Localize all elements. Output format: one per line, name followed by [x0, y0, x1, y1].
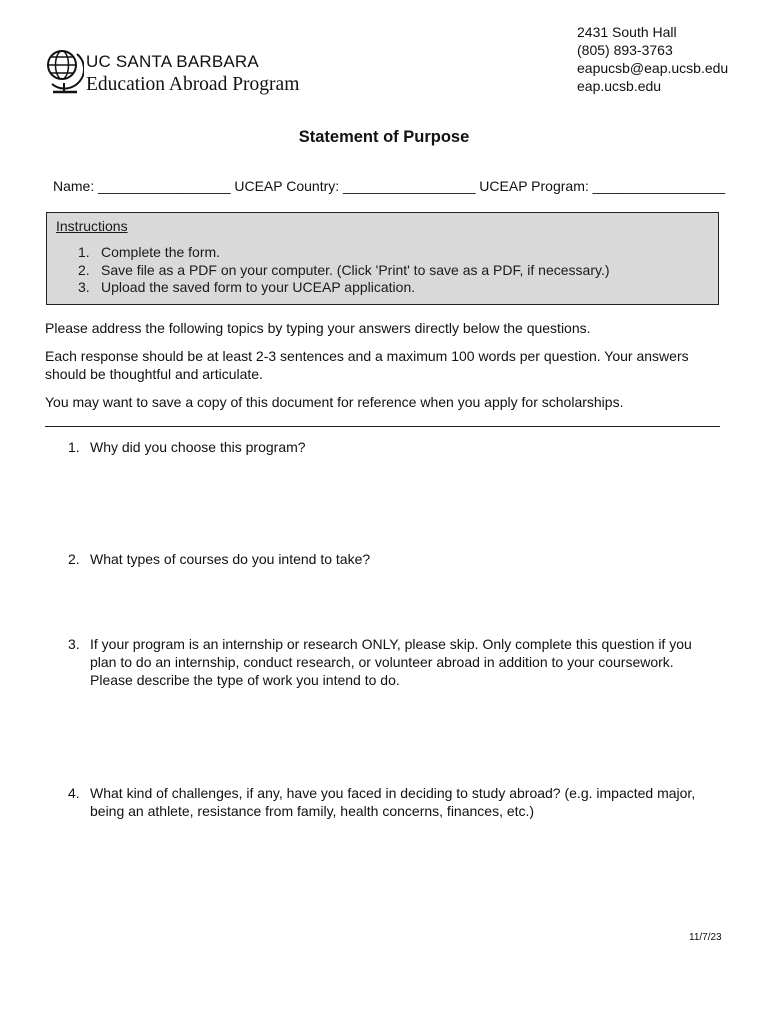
contact-phone: (805) 893-3763: [577, 42, 673, 58]
question-text: Why did you choose this program?: [90, 439, 306, 455]
question-text: What types of courses do you intend to take?: [90, 551, 371, 567]
globe-icon: [44, 44, 84, 96]
question-3: [68, 635, 708, 689]
instructions-list: [47, 244, 610, 297]
logo-program-name: Education Abroad Program: [86, 74, 300, 95]
revision-date: 11/7/23: [689, 932, 722, 943]
instruction-number: 3.: [78, 279, 90, 295]
contact-address: 2431 South Hall: [577, 24, 677, 40]
section-divider: [45, 426, 720, 427]
page-title: Statement of Purpose: [298, 128, 470, 146]
instructions-heading: Instructions: [56, 218, 128, 234]
question-4: [68, 784, 708, 820]
question-text: What kind of challenges, if any, have you faced in deciding to study abroad? (e.g. impacted major, being an athlete, resistance from family, health concerns, finances, etc.): [90, 785, 696, 819]
instruction-number: 2.: [78, 261, 90, 278]
save-copy-paragraph: You may want to save a copy of this document for reference when you apply for scholarships.: [45, 394, 624, 410]
question-2: [68, 550, 708, 568]
logo-university-name: UC SANTA BARBARA: [86, 52, 259, 71]
question-number: 2.: [68, 551, 80, 567]
instruction-item: [47, 262, 610, 280]
question-1: [68, 438, 708, 456]
contact-email: eapucsb@eap.ucsb.edu: [577, 60, 729, 76]
instruction-text: Upload the saved form to your UCEAP application.: [101, 279, 416, 295]
contact-website: eap.ucsb.edu: [577, 78, 662, 94]
response-guidelines-paragraph: Each response should be at least 2-3 sentences and a maximum 100 words per question. Your answers should be thoughtful and articulate.: [45, 348, 689, 382]
question-number: 4.: [68, 785, 80, 801]
intro-paragraph: Please address the following topics by typing your answers directly below the questions.: [45, 320, 591, 336]
instruction-item: [47, 244, 610, 262]
instruction-number: 1.: [78, 244, 90, 260]
instruction-text: Save file as a PDF on your computer. (Click 'Print' to save as a PDF, if necessary.): [101, 261, 610, 278]
applicant-fields-line: Name: _________________ UCEAP Country: _________________ UCEAP Program: _________________: [53, 178, 725, 194]
ucsb-eap-logo: [44, 44, 334, 98]
instructions-box: [46, 212, 719, 305]
contact-block: [577, 23, 728, 95]
question-number: 3.: [68, 636, 80, 652]
question-text: If your program is an internship or research ONLY, please skip. Only complete this question if you plan to do an internship, conduct research, or volunteer abroad in addition to your coursework. Please describe the type of work you intend to do.: [90, 636, 692, 688]
question-number: 1.: [68, 439, 80, 455]
instruction-text: Complete the form.: [101, 244, 221, 260]
instruction-item: [47, 279, 610, 297]
